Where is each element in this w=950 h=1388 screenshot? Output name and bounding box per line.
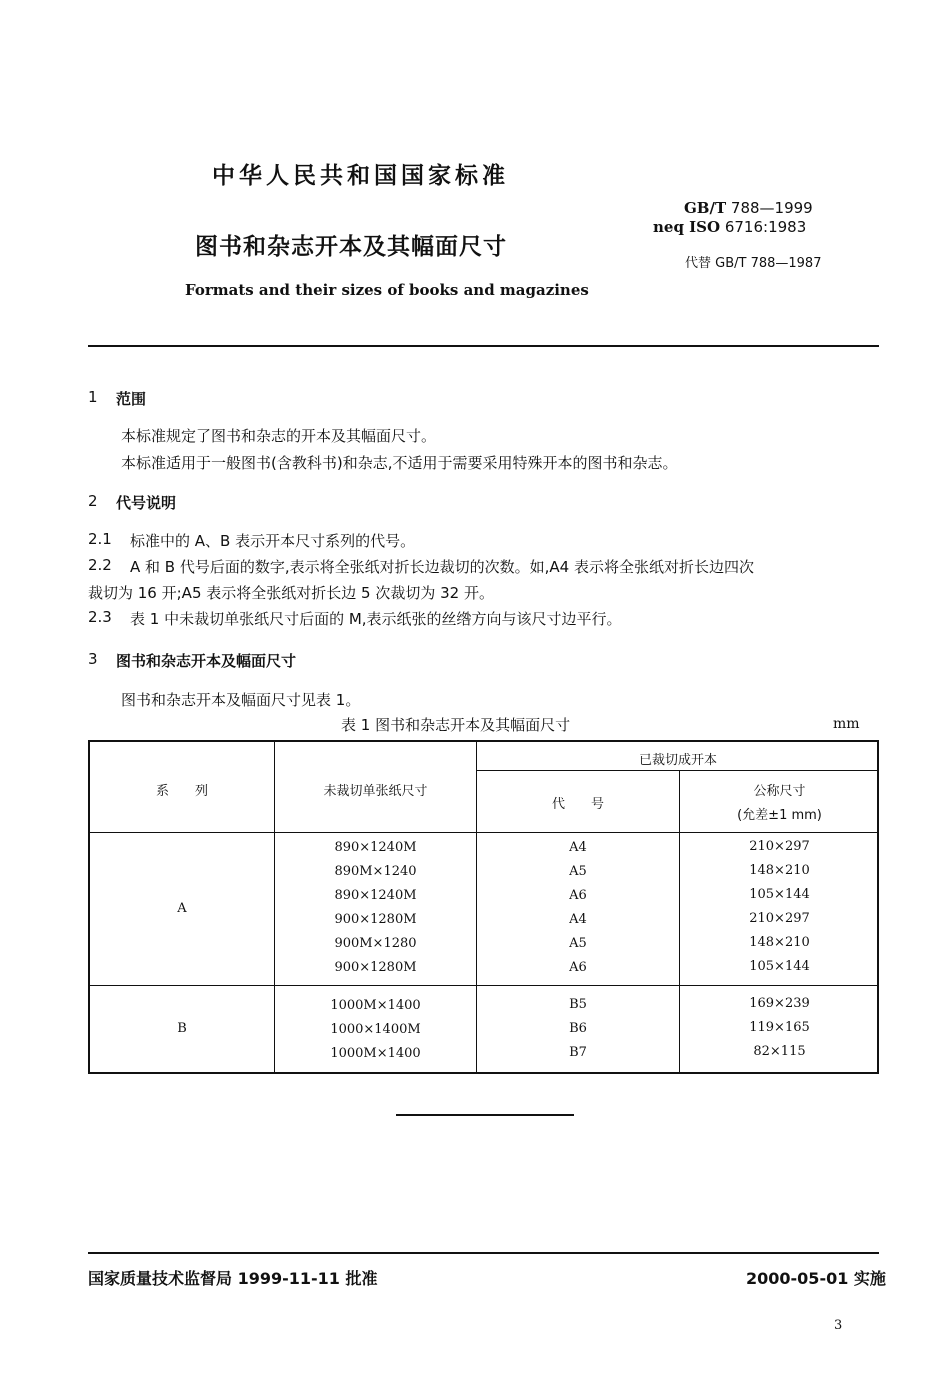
section-1-number: 1: [88, 388, 98, 406]
table-cell: 900×1280M: [334, 960, 417, 975]
table-cell: 1000M×1400: [330, 998, 421, 1013]
table-cell: 1000M×1400: [330, 1046, 421, 1061]
document-title: 图书和杂志开本及其幅面尺寸: [195, 234, 507, 260]
table-cell: 890×1240M: [334, 888, 417, 903]
table-cell: 890M×1240: [334, 864, 417, 879]
standard-replaces: 代替 GB/T 788—1987: [685, 256, 822, 271]
table-hline-header: [90, 832, 879, 833]
clause-2-1-number: 2.1: [88, 530, 112, 548]
table-cell: 900M×1280: [334, 936, 417, 951]
page-number: 3: [834, 1318, 843, 1333]
header-series: 系 列: [155, 784, 208, 799]
clause-2-3-number: 2.3: [88, 608, 112, 626]
section-3-paragraph-1: 图书和杂志开本及幅面尺寸见表 1。: [121, 691, 361, 709]
header-code: 代 号: [551, 797, 604, 812]
national-standard-title: 中华人民共和国国家标准: [212, 163, 509, 189]
table-cell: 890×1240M: [334, 840, 417, 855]
table-cell: A4: [569, 840, 587, 855]
standard-code-prefix: GB/T: [684, 199, 727, 217]
table-caption: 表 1 图书和杂志开本及其幅面尺寸: [341, 716, 571, 734]
table-cell: A6: [569, 960, 587, 975]
section-1-title: 范围: [116, 390, 147, 408]
table-cell: B6: [569, 1021, 587, 1036]
series-a-label: A: [177, 901, 187, 916]
section-3-title: 图书和杂志开本及幅面尺寸: [116, 652, 297, 670]
table-cell: A4: [569, 912, 587, 927]
table-cell: 82×115: [753, 1044, 806, 1059]
header-nominal-size: 公称尺寸: [753, 784, 806, 799]
table-cell: 1000×1400M: [330, 1022, 421, 1037]
implementation-date: 2000-05-01 实施: [746, 1269, 886, 1288]
table-cell: 169×239: [749, 996, 810, 1011]
clause-2-2-text-line-2: 裁切为 16 开;A5 表示将全张纸对折长边 5 次裁切为 32 开。: [88, 584, 494, 602]
section-1-paragraph-1: 本标准规定了图书和杂志的开本及其幅面尺寸。: [121, 427, 437, 445]
standard-equivalence: [653, 218, 806, 236]
end-of-text-divider: [396, 1114, 574, 1116]
clause-2-2-text-line-1: A 和 B 代号后面的数字,表示将全张纸对折长边裁切的次数。如,A4 表示将全张纸对折长边四次: [130, 558, 754, 576]
section-1-paragraph-2: 本标准适用于一般图书(含教科书)和杂志,不适用于需要采用特殊开本的图书和杂志。: [121, 454, 678, 472]
approval-statement: 国家质量技术监督局 1999-11-11 批准: [88, 1269, 378, 1288]
format-size-table: [88, 740, 879, 1074]
table-cell: 105×144: [749, 887, 810, 902]
header-tolerance: (允差±1 mm): [737, 808, 822, 823]
table-cell: B5: [569, 997, 587, 1012]
table-cell: A5: [569, 936, 587, 951]
header-divider: [88, 345, 879, 347]
header-uncut-size: 未裁切单张纸尺寸: [323, 784, 428, 799]
table-cell: 105×144: [749, 959, 810, 974]
section-2-number: 2: [88, 492, 98, 510]
clause-2-2-number: 2.2: [88, 556, 112, 574]
clause-2-1-text: 标准中的 A、B 表示开本尺寸系列的代号。: [130, 532, 416, 550]
footer-divider: [88, 1252, 879, 1254]
standard-code: [684, 199, 813, 217]
table-cell: A5: [569, 864, 587, 879]
table-cell: 148×210: [749, 935, 810, 950]
table-unit: mm: [833, 716, 860, 732]
standard-equivalence-number: 6716:1983: [720, 218, 807, 236]
table-cell: 210×297: [749, 911, 810, 926]
table-cell: 900×1280M: [334, 912, 417, 927]
table-cell: A6: [569, 888, 587, 903]
section-2-title: 代号说明: [116, 494, 177, 512]
standard-equivalence-prefix: neq ISO: [653, 218, 721, 236]
header-cut-format: 已裁切成开本: [638, 753, 717, 768]
table-cell: B7: [569, 1045, 587, 1060]
clause-2-3-text: 表 1 中未裁切单张纸尺寸后面的 M,表示纸张的丝绺方向与该尺寸边平行。: [130, 610, 622, 628]
table-cell: 119×165: [749, 1020, 810, 1035]
table-hline-group: [90, 985, 879, 986]
table-cell: 210×297: [749, 839, 810, 854]
section-3-number: 3: [88, 650, 98, 668]
table-cell: 148×210: [749, 863, 810, 878]
english-title: Formats and their sizes of books and magazines: [185, 281, 589, 299]
series-b-label: B: [177, 1021, 187, 1036]
standard-code-number: 788—1999: [726, 199, 813, 217]
table-hline-subheader: [476, 770, 879, 771]
